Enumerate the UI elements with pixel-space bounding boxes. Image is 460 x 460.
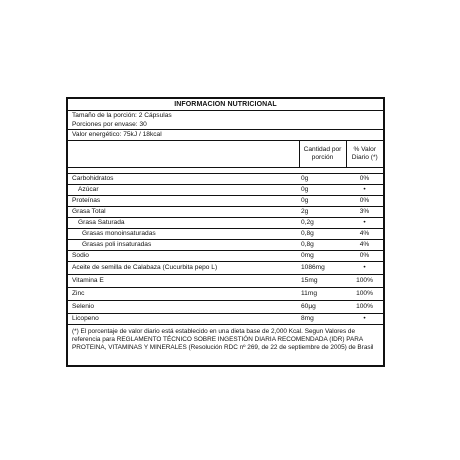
nutrient-amount: 0mg [299,251,346,262]
serving-size: Tamaño de la porción: 2 Cápsulas [72,112,172,119]
nutrient-name: Grasa Saturada [68,218,299,229]
nutrient-name: Carbohidratos [68,174,299,185]
table-row [68,251,383,262]
nutrient-daily-value: • [346,218,383,229]
table-row [68,275,383,288]
nutrient-amount: 15mg [299,275,346,288]
nutrient-name: Azúcar [68,185,299,196]
nutrient-name: Zinc [68,288,299,301]
table-row [68,207,383,218]
table-row [68,185,383,196]
nutrient-daily-value: 0% [346,174,383,185]
nutrient-daily-value: • [346,185,383,196]
nutrient-name: Vitamina E [68,275,299,288]
nutrient-name: Licopeno [68,314,299,325]
nutrient-name: Proteínas [68,196,299,207]
nutrient-daily-value: • [346,262,383,275]
nutrient-table [68,141,383,325]
nutrient-amount: 1086mg [299,262,346,275]
nutrient-amount: 0,2g [299,218,346,229]
nutrient-amount: 0,8g [299,240,346,251]
table-row [68,262,383,275]
nutrient-daily-value: 4% [346,240,383,251]
nutrient-name: Selenio [68,301,299,314]
nutrient-amount: 8mg [299,314,346,325]
nutrient-daily-value: 0% [346,251,383,262]
nutrient-daily-value: 4% [346,229,383,240]
nutrient-amount: 0g [299,174,346,185]
nutrient-amount: 0g [299,185,346,196]
nutrient-daily-value: 100% [346,288,383,301]
table-row [68,218,383,229]
table-row [68,288,383,301]
nutrient-daily-value: • [346,314,383,325]
energy-value: Valor energético: 75kJ / 18kcal [68,130,383,141]
nutrient-daily-value: 100% [346,275,383,288]
table-row [68,314,383,325]
table-row [68,301,383,314]
nutrient-name: Grasa Total [68,207,299,218]
nutrient-amount: 0g [299,196,346,207]
table-row [68,196,383,207]
nutrient-name: Sodio [68,251,299,262]
table-row [68,240,383,251]
nutrient-name: Aceite de semilla de Calabaza (Cucurbita pepo L) [68,262,299,275]
nutrient-daily-value: 100% [346,301,383,314]
label-title: INFORMACION NUTRICIONAL [68,99,383,111]
daily-value-header: % Valor Diario (*) [346,141,383,168]
nutrient-amount: 2g [299,207,346,218]
nutrition-facts-label [66,97,385,367]
amount-header: Cantidad por porción [299,141,346,168]
nutrient-daily-value: 3% [346,207,383,218]
nutrient-name: Grasas poli insaturadas [68,240,299,251]
servings-per-container: Porciones por envase: 30 [68,120,383,130]
nutrient-daily-value: 0% [346,196,383,207]
table-row [68,229,383,240]
daily-value-footnote: (*) El porcentaje de valor diario está establecido en una dieta base de 2,000 Kcal. Segun Valores de referencia para REGLAMENTO TÉCNICO SOBRE INGESTIÓN DIARIA RECOMENDADA (IDR) PARA PROTEINA, VITAMINAS Y MINERALES (Resolución RDC nº 269, de 22 de septiembre de 2005) de Brasil [72,328,374,352]
table-row [68,174,383,185]
nutrient-amount: 60µg [299,301,346,314]
nutrient-amount: 0,8g [299,229,346,240]
nutrient-amount: 11mg [299,288,346,301]
table-header-row [68,141,383,168]
nutrient-name: Grasas monoinsaturadas [68,229,299,240]
